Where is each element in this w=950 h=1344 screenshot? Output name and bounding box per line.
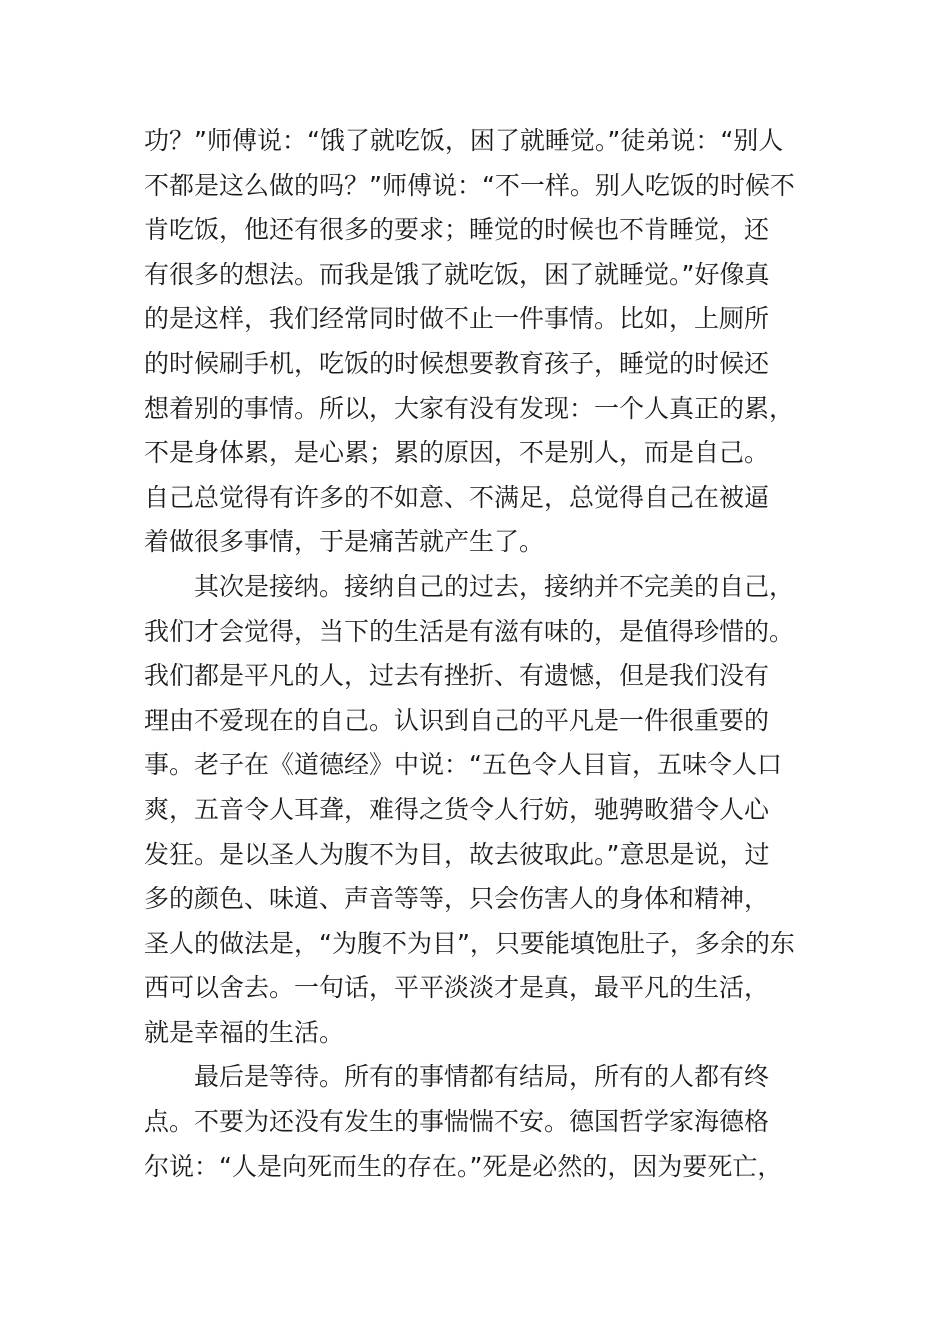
text-line: 我们才会觉得，当下的生活是有滋有味的，是值得珍惜的。 (144, 616, 795, 646)
text-line: 事。老子在《道德经》中说：“五色令人目盲，五味令人口 (144, 750, 782, 780)
text-line: 的时候刷手机，吃饭的时候想要教育孩子，睡觉的时候还 (144, 348, 770, 378)
text-line: 不都是这么做的吗？”师傅说：“不一样。别人吃饭的时候不 (144, 170, 795, 200)
text-line: 不是身体累，是心累；累的原因，不是别人，而是自己。 (144, 438, 770, 468)
text-line: 就是幸福的生活。 (144, 1017, 345, 1047)
text-line: 爽，五音令人耳聋，难得之货令人行妨，驰骋畋猎令人心 (144, 794, 770, 824)
body-text (144, 119, 824, 1189)
paragraph-start-line: 其次是接纳。接纳自己的过去，接纳并不完美的自己， (144, 571, 795, 601)
text-line: 尔说：“人是向死而生的存在。”死是必然的，因为要死亡， (144, 1151, 783, 1181)
text-line: 功？”师傅说：“饿了就吃饭，困了就睡觉。”徒弟说：“别人 (144, 126, 784, 155)
paragraph-start-line: 最后是等待。所有的事情都有结局，所有的人都有终 (144, 1062, 770, 1092)
text-line: 西可以舍去。一句话，平平淡淡才是真，最平凡的生活， (144, 973, 770, 1003)
text-line: 多的颜色、味道、声音等等，只会伤害人的身体和精神， (144, 884, 770, 914)
text-line: 点。不要为还没有发生的事惴惴不安。德国哲学家海德格 (144, 1107, 770, 1137)
text-line: 想着别的事情。所以，大家有没有发现：一个人真正的累， (144, 393, 795, 423)
text-line: 有很多的想法。而我是饿了就吃饭，困了就睡觉。”好像真 (144, 259, 770, 289)
text-line: 肯吃饭，他还有很多的要求；睡觉的时候也不肯睡觉，还 (144, 215, 770, 245)
text-line: 理由不爱现在的自己。认识到自己的平凡是一件很重要的 (144, 705, 770, 735)
text-line: 着做很多事情，于是痛苦就产生了。 (144, 527, 545, 557)
text-line: 自己总觉得有许多的不如意、不满足，总觉得自己在被逼 (144, 482, 770, 512)
text-line: 的是这样，我们经常同时做不止一件事情。比如，上厕所 (144, 304, 770, 334)
text-line: 发狂。是以圣人为腹不为目，故去彼取此。”意思是说，过 (144, 839, 770, 869)
text-line: 圣人的做法是，“为腹不为目”，只要能填饱肚子，多余的东 (144, 928, 795, 958)
text-line: 我们都是平凡的人，过去有挫折、有遗憾，但是我们没有 (144, 661, 770, 691)
